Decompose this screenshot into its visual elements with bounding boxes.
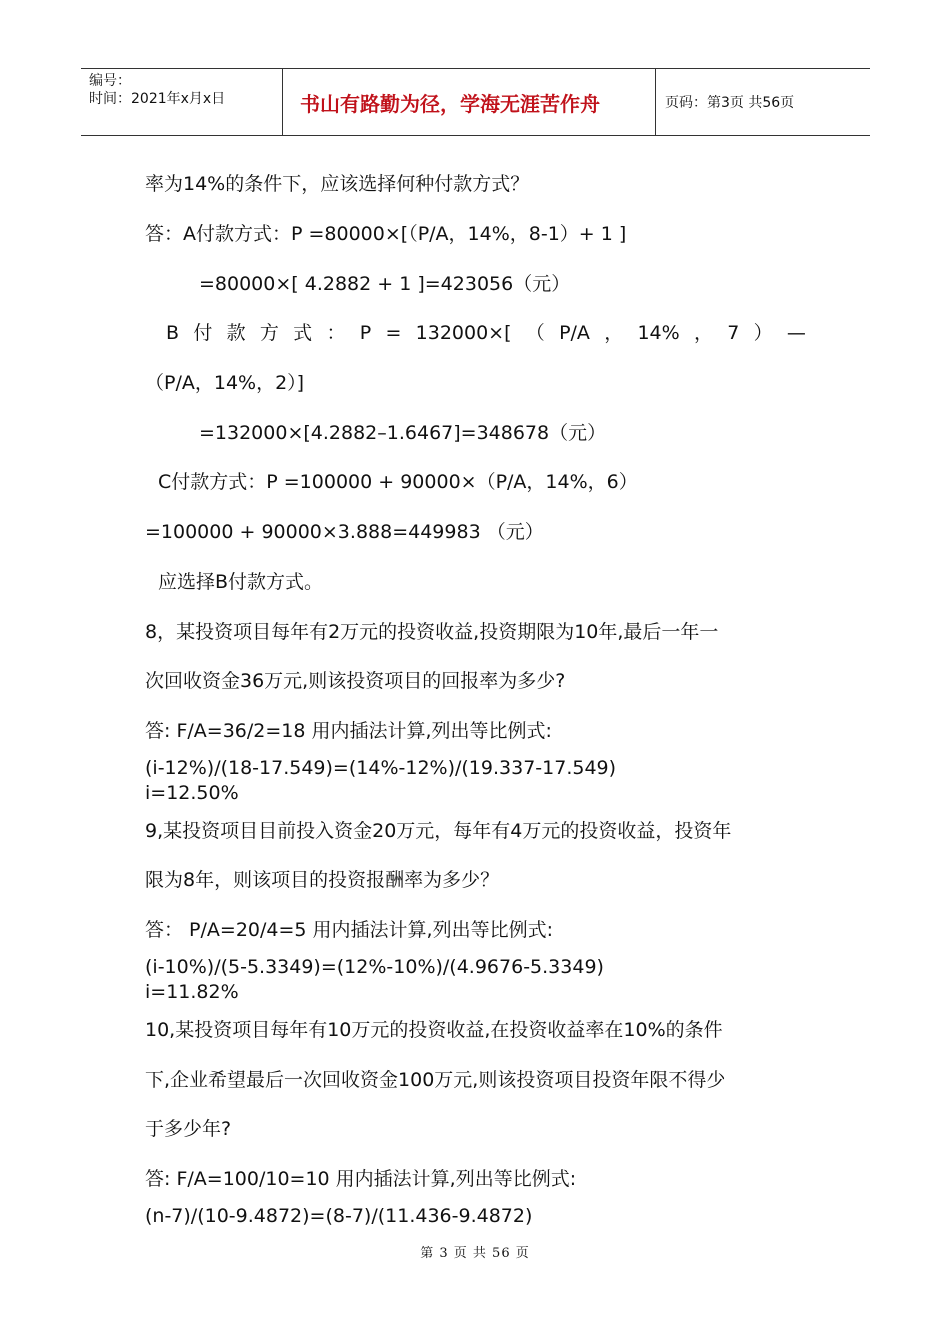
page-footer: 第 3 页 共 56 页 bbox=[420, 1246, 530, 1261]
b-token: （ bbox=[525, 322, 545, 344]
question-8-line: 8，某投资项目每年有2万元的投资收益,投资期限为10年,最后一年一 bbox=[145, 621, 719, 643]
b-token: 132000×[ bbox=[415, 322, 512, 344]
question-10-line: 10,某投资项目每年有10万元的投资收益,在投资收益率在10%的条件 bbox=[145, 1019, 723, 1041]
answer-9-line: 答： P/A=20/4=5 用内插法计算,列出等比例式: bbox=[145, 919, 553, 941]
question-8-line: 次回收资金36万元,则该投资项目的回报率为多少? bbox=[145, 670, 566, 692]
text-line: =100000 + 90000×3.888=449983 （元） bbox=[145, 521, 544, 543]
text-line: C付款方式：P =100000 + 90000×（P/A，14%，6） bbox=[158, 471, 638, 493]
text-line: 应选择B付款方式。 bbox=[158, 571, 324, 593]
document-date-label: 时间：2021年x月x日 bbox=[89, 91, 226, 107]
b-token: ） bbox=[753, 322, 773, 344]
document-code-label: 编号： bbox=[89, 73, 131, 89]
b-token: ： bbox=[326, 322, 346, 344]
b-token: 式 bbox=[293, 322, 313, 344]
answer-9-formula: (i-10%)/(5-5.3349)=(12%-10%)/(4.9676-5.3349) bbox=[145, 956, 604, 978]
b-token: 方 bbox=[259, 322, 279, 344]
b-token: — bbox=[786, 322, 806, 344]
answer-9-result: i=11.82% bbox=[145, 981, 239, 1003]
header-top-rule bbox=[81, 68, 870, 69]
b-token: B bbox=[166, 322, 180, 344]
b-token: 付 bbox=[193, 322, 213, 344]
text-line: =80000×[ 4.2882 + 1 ]=423056（元） bbox=[199, 273, 571, 295]
b-token: 款 bbox=[226, 322, 246, 344]
header-divider-left bbox=[282, 68, 283, 135]
b-token: 7 bbox=[727, 322, 740, 344]
b-token: P/A bbox=[559, 322, 590, 344]
b-token: = bbox=[385, 322, 402, 344]
b-token: P bbox=[359, 322, 372, 344]
header-divider-right bbox=[655, 68, 656, 135]
answer-10-line: 答: F/A=100/10=10 用内插法计算,列出等比例式: bbox=[145, 1168, 577, 1190]
b-token: ， bbox=[604, 322, 624, 344]
question-9-line: 限为8年，则该项目的投资报酬率为多少？ bbox=[145, 869, 500, 891]
question-9-line: 9,某投资项目目前投入资金20万元，每年有4万元的投资收益，投资年 bbox=[145, 820, 732, 842]
answer-8-result: i=12.50% bbox=[145, 782, 239, 804]
b-token: ， bbox=[693, 322, 713, 344]
question-10-line: 于多少年? bbox=[145, 1118, 232, 1140]
text-line: =132000×[4.2882–1.6467]=348678（元） bbox=[199, 422, 607, 444]
b-token: 14% bbox=[637, 322, 680, 344]
answer-10-formula: (n-7)/(10-9.4872)=(8-7)/(11.436-9.4872) bbox=[145, 1205, 533, 1227]
text-line: 率为14%的条件下，应该选择何种付款方式？ bbox=[145, 173, 530, 195]
text-line: 答：A付款方式：P =80000×[（P/A，14%，8-1）+ 1 ] bbox=[145, 223, 627, 245]
answer-8-line: 答: F/A=36/2=18 用内插法计算,列出等比例式: bbox=[145, 720, 552, 742]
header-page-info: 页码：第3页 共56页 bbox=[665, 95, 795, 111]
header-motto: 书山有路勤为径，学海无涯苦作舟 bbox=[300, 92, 600, 116]
text-line-b-method bbox=[166, 321, 806, 345]
answer-8-formula: (i-12%)/(18-17.549)=(14%-12%)/(19.337-17.549) bbox=[145, 757, 617, 779]
question-10-line: 下,企业希望最后一次回收资金100万元,则该投资项目投资年限不得少 bbox=[145, 1069, 726, 1091]
text-line: （P/A，14%，2）] bbox=[145, 372, 305, 394]
header-bottom-rule bbox=[81, 135, 870, 136]
